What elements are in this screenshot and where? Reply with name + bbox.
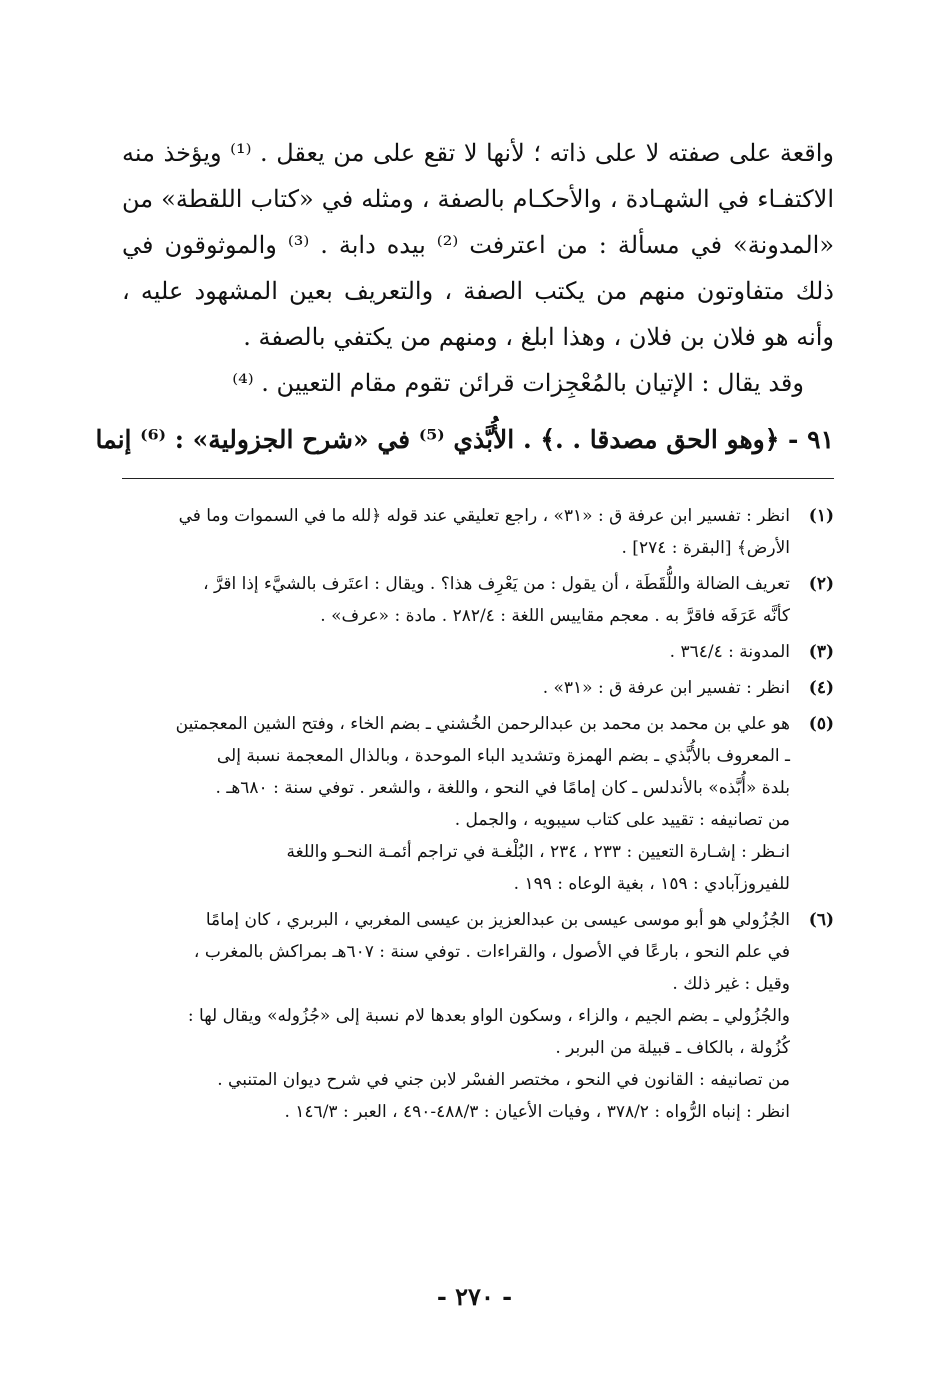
body-paragraph-2: وقد يقال : الإتيان بالمُعْجِزات قرائن تقوم مقام التعيين . ⁽⁴⁾: [232, 369, 804, 397]
footnote-text: [122, 568, 790, 632]
footnote-item: [122, 568, 834, 632]
verse-heading: ٩١ - ﴿وهو الحق مصدقا . .﴾ . الأُبَّذي ⁽⁵⁾ في «شرح الجزولية» : ⁽⁶⁾ إنما: [95, 425, 834, 454]
footnote-number: (٥): [808, 714, 834, 734]
footnote-line: الجُزُولي هو أبو موسى عيسى بن عبدالعزيز بن عيسى المغربي ، البربري ، كان إمامًا: [205, 910, 790, 930]
footnote-line: هو علي بن محمد بن محمد بن عبدالرحمن الخُشني ـ بضم الخاء ، وفتح الشين المعجمتين: [175, 714, 790, 734]
footnote-item: [122, 708, 834, 900]
footnote-item: [122, 500, 834, 564]
footnote-text: [122, 708, 790, 900]
footnote-line: كأنَّه عَرَفَه فاقرَّ به . معجم مقاييس اللغة : ٢٨٢/٤ . مادة : «عرف» .: [320, 606, 790, 626]
footnote-line: بلدة «أُبَّذه» بالأندلس ـ كان إمامًا في النحو ، واللغة ، والشعر . توفي سنة : ٦٨٠هـ .: [215, 778, 790, 798]
footnote-line: وقيل : غير ذلك .: [672, 974, 790, 994]
footnote-number: (٢): [808, 574, 834, 594]
footnote-line: انظر : تفسير ابن عرفة ق : «٣١» ، راجع تعليقي عند قوله ﴿لله ما في السموات وما في: [178, 506, 790, 526]
body-paragraph-1: واقعة على صفته لا على ذاته ؛ لأنها لا تقع على من يعقل . ⁽¹⁾ ويؤخذ منه الاكتفـاء في الشهـادة ، والأحكـام بالصفة ، ومثله في «كتاب اللقطة» من «المدونة» في مسألة : من اعترفت ⁽²⁾ بيده دابة . ⁽³⁾ والموثوقون في ذلك متفاوتون منهم من يكتب الصفة ، والتعريف بعين المشهود عليه ، وأنه هو فلان بن فلان ، وهذا ابلغ ، ومنهم من يكتفي بالصفة .: [122, 139, 835, 351]
footnote-divider: [122, 478, 834, 479]
footnote-number: (١): [808, 506, 834, 526]
footnote-line: كُزُولة ، بالكاف ـ قبيلة من البربر .: [555, 1038, 790, 1058]
footnotes-section: [122, 500, 834, 1132]
footnote-number: (٣): [808, 642, 834, 662]
footnote-line: في علم النحو ، بارعًا في الأصول ، والقراءات . توفي سنة : ٦٠٧هـ بمراكش بالمغرب ،: [193, 942, 790, 962]
footnote-number: (٦): [808, 910, 834, 930]
footnote-line: للفيروزآبادي : ١٥٩ ، بغية الوعاه : ١٩٩ .: [513, 874, 790, 894]
footnote-text: [122, 500, 790, 564]
footnote-line: الأرض﴾ [البقرة : ٢٧٤] .: [621, 538, 790, 558]
footnote-line: انظر : إنباه الرُّواه : ٣٧٨/٢ ، وفيات الأعيان : ٤٨٨/٣-٤٩٠ ، العبر : ١٤٦/٣ .: [284, 1102, 790, 1122]
footnote-line: من تصانيفه : تقييد على كتاب سيبويه ، والجمل .: [454, 810, 790, 830]
footnote-line: من تصانيفه : القانون في النحو ، مختصر الفسْر لابن جني في شرح ديوان المتنبي .: [217, 1070, 790, 1090]
page-number: - ٢٧٠ -: [436, 1282, 513, 1311]
footnote-line: والجُزُولي ـ بضم الجيم ، والزاء ، وسكون الواو بعدها لام نسبة إلى «جُزُوله» ويقال لها :: [187, 1006, 790, 1026]
footnote-text: [122, 636, 790, 668]
footnote-line: المدونة : ٣٦٤/٤ .: [669, 642, 790, 662]
footnote-line: انظر : تفسير ابن عرفة ق : «٣١» .: [542, 678, 790, 698]
footnote-line: تعريف الضالة واللُّقَطَة ، أن يقول : من يَعْرِف هذا؟ . ويقال : اعتَرف بالشيَّء إذا اقرَّ ،: [203, 574, 790, 594]
footnote-number: (٤): [808, 678, 834, 698]
footnote-item: [122, 636, 834, 668]
footnote-item: [122, 672, 834, 704]
footnote-line: ـ المعروف بالأُبَّذي ـ بضم الهمزة وتشديد الباء الموحدة ، وبالذال المعجمة نسبة إلى: [216, 746, 790, 766]
footnote-text: [122, 904, 790, 1128]
footnote-line: انـظر : إشـارة التعيين : ٢٣٣ ، ٢٣٤ ، البُلْغـة في تراجم أئمـة النحـو واللغة: [286, 842, 790, 862]
footnote-text: [122, 672, 790, 704]
main-text: [122, 130, 834, 406]
footnote-item: [122, 904, 834, 1128]
